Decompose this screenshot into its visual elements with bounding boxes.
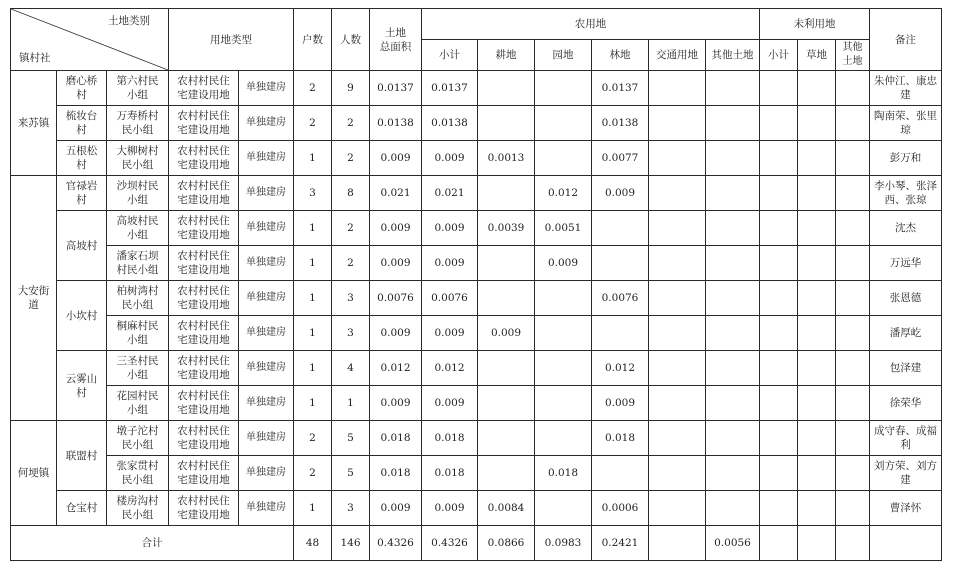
total-area-cell: 0.009 [370,246,422,281]
group-cell: 张家贯村 民小组 [107,456,169,491]
households-cell: 3 [294,176,332,211]
households-cell: 1 [294,316,332,351]
group-cell: 沙坝村民 小组 [107,176,169,211]
traffic-cell [649,106,706,141]
land-use-cell: 农村村民住 宅建设用地 [169,421,239,456]
header-forest: 林地 [592,40,649,71]
households-cell: 1 [294,246,332,281]
other-land-cell [706,211,760,246]
arable-cell [478,281,535,316]
households-cell: 2 [294,106,332,141]
table-row [11,141,942,176]
header-unused-land: 未利用地 [760,9,870,40]
note-cell: 徐荣华 [870,386,942,421]
garden-cell [535,351,592,386]
land-use-cell: 农村村民住 宅建设用地 [169,211,239,246]
people-cell: 2 [332,211,370,246]
village-cell: 高坡村 [57,211,107,281]
note-cell: 彭万和 [870,141,942,176]
town-cell: 大安街 道 [11,176,57,421]
arable-cell [478,456,535,491]
group-cell: 高坡村民 小组 [107,211,169,246]
header-unused-other: 其他 土地 [836,40,870,71]
group-cell: 楼房沟村 民小组 [107,491,169,526]
forest-cell: 0.012 [592,351,649,386]
garden-cell [535,281,592,316]
traffic-cell [649,246,706,281]
garden-cell [535,421,592,456]
traffic-cell [649,421,706,456]
arable-cell: 0.0084 [478,491,535,526]
unused-subtotal-cell [760,421,798,456]
village-cell: 官禄岩 村 [57,176,107,211]
agri-subtotal-cell: 0.009 [422,316,478,351]
traffic-cell [649,351,706,386]
total-grass-cell [798,526,836,561]
other-land-cell [706,176,760,211]
arable-cell [478,421,535,456]
garden-cell [535,491,592,526]
grassland-cell [798,211,836,246]
garden-cell [535,386,592,421]
header-agri-subtotal: 小计 [422,40,478,71]
other-land-cell [706,106,760,141]
agri-subtotal-cell: 0.021 [422,176,478,211]
people-cell: 4 [332,351,370,386]
build-type-cell: 单独建房 [239,211,294,246]
total-other-cell: 0.0056 [706,526,760,561]
garden-cell: 0.018 [535,456,592,491]
grassland-cell [798,71,836,106]
group-cell: 万寿桥村 民小组 [107,106,169,141]
traffic-cell [649,211,706,246]
total-area-cell: 0.009 [370,316,422,351]
people-cell: 2 [332,246,370,281]
unused-subtotal-cell [760,386,798,421]
traffic-cell [649,316,706,351]
group-cell: 柏树湾村 民小组 [107,281,169,316]
note-cell: 张恩德 [870,281,942,316]
land-use-table [10,8,942,561]
header-other-land: 其他土地 [706,40,760,71]
land-use-cell: 农村村民住 宅建设用地 [169,106,239,141]
unused-subtotal-cell [760,316,798,351]
forest-cell [592,316,649,351]
grassland-cell [798,281,836,316]
agri-subtotal-cell: 0.018 [422,456,478,491]
header-land-type: 用地类型 [169,9,294,71]
total-u_other-cell [836,526,870,561]
agri-subtotal-cell: 0.009 [422,141,478,176]
table-row [11,456,942,491]
forest-cell: 0.0138 [592,106,649,141]
note-cell: 潘厚屹 [870,316,942,351]
unused-subtotal-cell [760,491,798,526]
grassland-cell [798,106,836,141]
land-use-cell: 农村村民住 宅建设用地 [169,491,239,526]
group-cell: 花园村民 小组 [107,386,169,421]
note-cell: 万远华 [870,246,942,281]
note-cell: 曹泽怀 [870,491,942,526]
build-type-cell: 单独建房 [239,491,294,526]
agri-subtotal-cell: 0.0138 [422,106,478,141]
traffic-cell [649,141,706,176]
other-land-cell [706,71,760,106]
agri-subtotal-cell: 0.009 [422,246,478,281]
build-type-cell: 单独建房 [239,421,294,456]
grassland-cell [798,456,836,491]
agri-subtotal-cell: 0.009 [422,386,478,421]
other-land-cell [706,491,760,526]
build-type-cell: 单独建房 [239,456,294,491]
households-cell: 1 [294,386,332,421]
agri-subtotal-cell: 0.0076 [422,281,478,316]
total-pp-cell: 146 [332,526,370,561]
town-cell: 何埂镇 [11,421,57,526]
unused-other-cell [836,71,870,106]
grassland-cell [798,386,836,421]
note-cell: 包泽建 [870,351,942,386]
forest-cell: 0.0137 [592,71,649,106]
build-type-cell: 单独建房 [239,141,294,176]
total-hh-cell: 48 [294,526,332,561]
garden-cell: 0.009 [535,246,592,281]
other-land-cell [706,281,760,316]
arable-cell [478,351,535,386]
other-land-cell [706,421,760,456]
households-cell: 2 [294,421,332,456]
header-traffic: 交通用地 [649,40,706,71]
total-forest-cell: 0.2421 [592,526,649,561]
header-unused-subtotal: 小计 [760,40,798,71]
arable-cell [478,71,535,106]
households-cell: 2 [294,71,332,106]
arable-cell [478,106,535,141]
people-cell: 1 [332,386,370,421]
total-traffic-cell [649,526,706,561]
other-land-cell [706,351,760,386]
group-cell: 潘家石坝 村民小组 [107,246,169,281]
note-cell: 李小琴、张泽 西、张琼 [870,176,942,211]
unused-other-cell [836,281,870,316]
traffic-cell [649,491,706,526]
people-cell: 3 [332,281,370,316]
note-cell: 朱仲江、康忠 建 [870,71,942,106]
header-land-category: 土地类别 [108,15,150,27]
total-area-cell: 0.0076 [370,281,422,316]
land-use-cell: 农村村民住 宅建设用地 [169,456,239,491]
note-cell: 成守春、成福 利 [870,421,942,456]
build-type-cell: 单独建房 [239,106,294,141]
people-cell: 2 [332,106,370,141]
households-cell: 1 [294,491,332,526]
people-cell: 3 [332,491,370,526]
households-cell: 1 [294,281,332,316]
unused-other-cell [836,106,870,141]
table-row [11,211,942,246]
group-cell: 大柳树村 民小组 [107,141,169,176]
group-cell: 三圣村民 小组 [107,351,169,386]
table-row [11,176,942,211]
agri-subtotal-cell: 0.009 [422,491,478,526]
note-cell: 刘方荣、刘方 建 [870,456,942,491]
build-type-cell: 单独建房 [239,386,294,421]
arable-cell: 0.0013 [478,141,535,176]
header-grassland: 草地 [798,40,836,71]
table-row [11,106,942,141]
village-cell: 磨心桥 村 [57,71,107,106]
unused-other-cell [836,421,870,456]
land-use-cell: 农村村民住 宅建设用地 [169,281,239,316]
other-land-cell [706,246,760,281]
unused-subtotal-cell [760,71,798,106]
traffic-cell [649,71,706,106]
village-cell: 联盟村 [57,421,107,491]
unused-subtotal-cell [760,211,798,246]
build-type-cell: 单独建房 [239,316,294,351]
grassland-cell [798,141,836,176]
land-use-cell: 农村村民住 宅建设用地 [169,351,239,386]
grassland-cell [798,316,836,351]
build-type-cell: 单独建房 [239,246,294,281]
households-cell: 2 [294,456,332,491]
unused-subtotal-cell [760,176,798,211]
unused-subtotal-cell [760,456,798,491]
build-type-cell: 单独建房 [239,281,294,316]
header-town-village: 镇村社 [19,52,51,64]
total-area-cell: 0.021 [370,176,422,211]
total-garden-cell: 0.0983 [535,526,592,561]
village-cell: 仓宝村 [57,491,107,526]
unused-subtotal-cell [760,281,798,316]
grassland-cell [798,421,836,456]
header-total-area: 土地 总面积 [370,9,422,71]
town-cell: 来苏镇 [11,71,57,176]
total-area-cell: 0.4326 [370,526,422,561]
arable-cell: 0.0039 [478,211,535,246]
note-cell: 陶南荣、张里 琼 [870,106,942,141]
header-notes: 备注 [870,9,942,71]
people-cell: 3 [332,316,370,351]
build-type-cell: 单独建房 [239,71,294,106]
arable-cell [478,386,535,421]
table-row [11,71,942,106]
land-use-cell: 农村村民住 宅建设用地 [169,141,239,176]
header-diagonal-cell [11,9,169,71]
arable-cell [478,246,535,281]
table-row [11,386,942,421]
total-area-cell: 0.009 [370,141,422,176]
other-land-cell [706,316,760,351]
garden-cell: 0.012 [535,176,592,211]
people-cell: 9 [332,71,370,106]
forest-cell [592,456,649,491]
header-row-1 [11,9,942,40]
unused-other-cell [836,176,870,211]
forest-cell: 0.009 [592,176,649,211]
agri-subtotal-cell: 0.009 [422,211,478,246]
forest-cell [592,211,649,246]
table-row [11,351,942,386]
unused-subtotal-cell [760,351,798,386]
unused-other-cell [836,456,870,491]
total-area-cell: 0.009 [370,386,422,421]
table-row [11,246,942,281]
table-row [11,316,942,351]
agri-subtotal-cell: 0.012 [422,351,478,386]
arable-cell: 0.009 [478,316,535,351]
people-cell: 5 [332,456,370,491]
other-land-cell [706,386,760,421]
table-row [11,281,942,316]
unused-other-cell [836,351,870,386]
land-table-container [10,8,942,561]
garden-cell [535,71,592,106]
total-area-cell: 0.018 [370,421,422,456]
other-land-cell [706,141,760,176]
total-note-cell [870,526,942,561]
header-households: 户数 [294,9,332,71]
garden-cell [535,316,592,351]
total-arable-cell: 0.0866 [478,526,535,561]
village-cell: 五根松 村 [57,141,107,176]
agri-subtotal-cell: 0.0137 [422,71,478,106]
village-cell: 云雾山 村 [57,351,107,421]
traffic-cell [649,281,706,316]
unused-subtotal-cell [760,106,798,141]
group-cell: 墩子沱村 民小组 [107,421,169,456]
land-use-cell: 农村村民住 宅建设用地 [169,246,239,281]
forest-cell: 0.009 [592,386,649,421]
people-cell: 5 [332,421,370,456]
build-type-cell: 单独建房 [239,351,294,386]
traffic-cell [649,456,706,491]
header-agricultural-land: 农用地 [422,9,760,40]
total-area-cell: 0.009 [370,491,422,526]
unused-other-cell [836,491,870,526]
grassland-cell [798,176,836,211]
land-use-cell: 农村村民住 宅建设用地 [169,71,239,106]
forest-cell [592,246,649,281]
people-cell: 2 [332,141,370,176]
unused-other-cell [836,316,870,351]
header-people: 人数 [332,9,370,71]
unused-other-cell [836,386,870,421]
total-row [11,526,942,561]
garden-cell [535,141,592,176]
households-cell: 1 [294,351,332,386]
forest-cell: 0.0076 [592,281,649,316]
grassland-cell [798,351,836,386]
land-use-cell: 农村村民住 宅建设用地 [169,316,239,351]
traffic-cell [649,176,706,211]
total-area-cell: 0.0137 [370,71,422,106]
total-area-cell: 0.012 [370,351,422,386]
forest-cell: 0.018 [592,421,649,456]
unused-other-cell [836,211,870,246]
households-cell: 1 [294,141,332,176]
unused-subtotal-cell [760,141,798,176]
forest-cell: 0.0006 [592,491,649,526]
village-cell: 梳妆台 村 [57,106,107,141]
total-sub-cell: 0.4326 [422,526,478,561]
total-area-cell: 0.018 [370,456,422,491]
traffic-cell [649,386,706,421]
total-label: 合计 [11,526,294,561]
note-cell: 沈杰 [870,211,942,246]
total-area-cell: 0.009 [370,211,422,246]
unused-other-cell [836,246,870,281]
header-garden: 园地 [535,40,592,71]
garden-cell: 0.0051 [535,211,592,246]
table-row [11,491,942,526]
village-cell: 小坎村 [57,281,107,351]
total-area-cell: 0.0138 [370,106,422,141]
table-row [11,421,942,456]
garden-cell [535,106,592,141]
land-use-cell: 农村村民住 宅建设用地 [169,176,239,211]
group-cell: 第六村民 小组 [107,71,169,106]
agri-subtotal-cell: 0.018 [422,421,478,456]
unused-other-cell [836,141,870,176]
header-arable: 耕地 [478,40,535,71]
build-type-cell: 单独建房 [239,176,294,211]
total-u_sub-cell [760,526,798,561]
arable-cell [478,176,535,211]
grassland-cell [798,491,836,526]
people-cell: 8 [332,176,370,211]
forest-cell: 0.0077 [592,141,649,176]
households-cell: 1 [294,211,332,246]
group-cell: 桐麻村民 小组 [107,316,169,351]
unused-subtotal-cell [760,246,798,281]
grassland-cell [798,246,836,281]
land-use-cell: 农村村民住 宅建设用地 [169,386,239,421]
other-land-cell [706,456,760,491]
